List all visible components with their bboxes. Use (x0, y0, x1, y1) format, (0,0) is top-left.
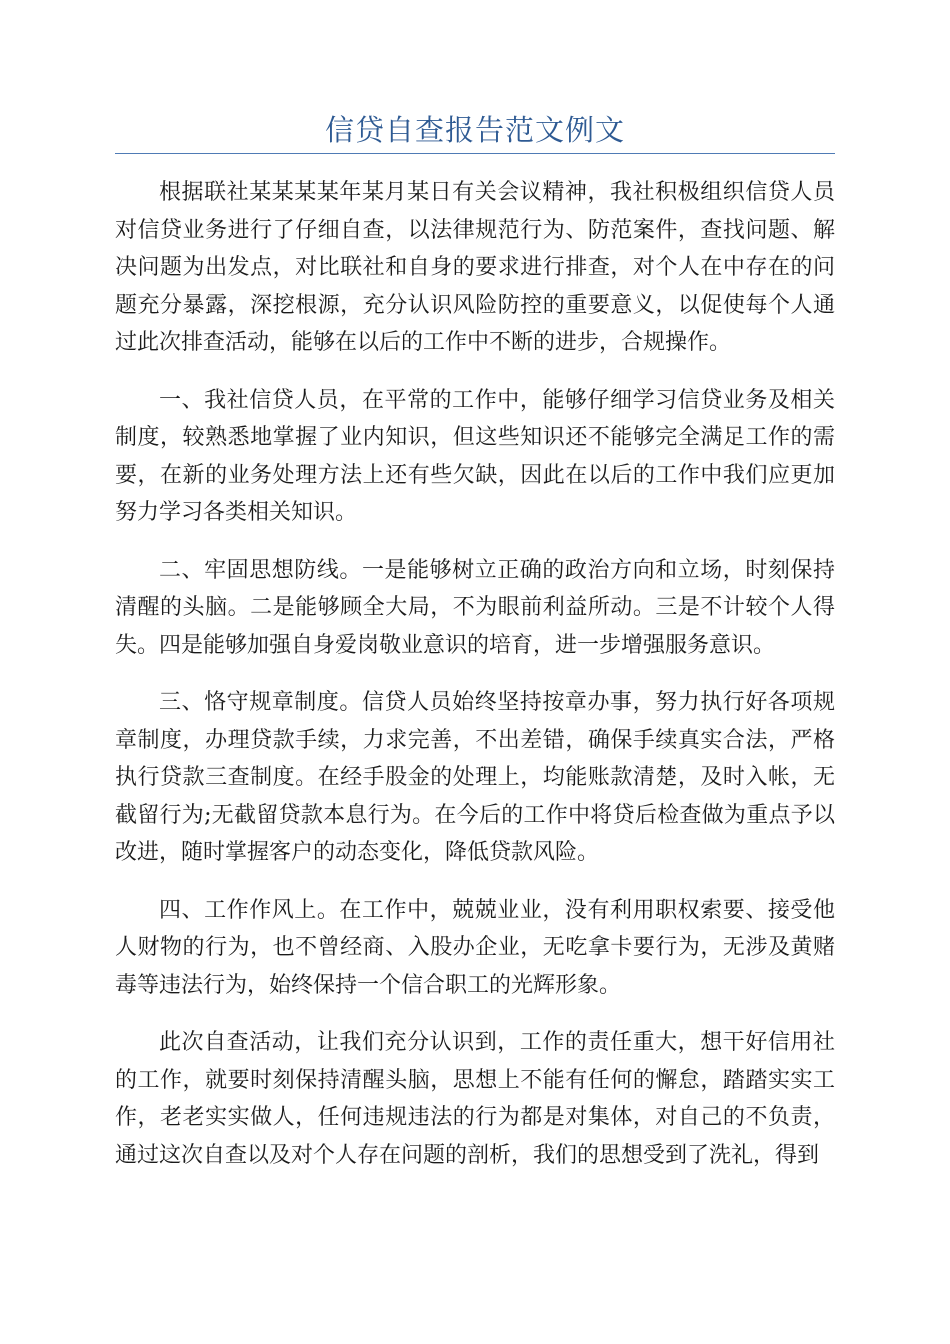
document-title: 信贷自查报告范文例文 (324, 113, 625, 147)
paragraph-section-1: 一、我社信贷人员，在平常的工作中，能够仔细学习信贷业务及相关制度，较熟悉地掌握了业内知识，但这些知识还不能够完全满足工作的需要，在新的业务处理方法上还有些欠缺，因此在以后的工作中我们应更加努力学习各类相关知识。 (115, 387, 835, 525)
paragraph-section-2: 二、牢固思想防线。一是能够树立正确的政治方向和立场，时刻保持清醒的头脑。二是能够顾全大局，不为眼前利益所动。三是不计较个人得失。四是能够加强自身爱岗敬业意识的培育，进一步增强服务意识。 (115, 557, 835, 658)
paragraph-section-3: 三、恪守规章制度。信贷人员始终坚持按章办事，努力执行好各项规章制度，办理贷款手续，力求完善，不出差错，确保手续真实合法，严格执行贷款三查制度。在经手股金的处理上，均能账款清楚，及时入帐，无截留行为;无截留贷款本息行为。在今后的工作中将贷后检查做为重点予以改进，随时掌握客户的动态变化，降低贷款风险。 (115, 690, 835, 865)
title-underline (115, 153, 835, 154)
paragraph-section-4: 四、工作作风上。在工作中，兢兢业业，没有利用职权索要、接受他人财物的行为，也不曾经商、入股办企业，无吃拿卡要行为，无涉及黄赌毒等违法行为，始终保持一个信合职工的光辉形象。 (115, 897, 835, 998)
paragraph-intro: 根据联社某某某某年某月某日有关会议精神，我社积极组织信贷人员对信贷业务进行了仔细自查，以法律规范行为、防范案件，查找问题、解决问题为出发点，对比联社和自身的要求进行排查，对个人在中存在的问题充分暴露，深挖根源，充分认识风险防控的重要意义，以促使每个人通过此次排查活动，能够在以后的工作中不断的进步，合规操作。 (115, 180, 835, 355)
document-body (115, 174, 835, 1194)
paragraph-conclusion: 此次自查活动，让我们充分认识到，工作的责任重大，想干好信用社的工作，就要时刻保持清醒头脑，思想上不能有任何的懈怠，踏踏实实工作，老老实实做人，任何违规违法的行为都是对集体，对自己的不负责，通过这次自查以及对个人存在问题的剖析，我们的思想受到了洗礼，得到 (115, 1030, 835, 1168)
